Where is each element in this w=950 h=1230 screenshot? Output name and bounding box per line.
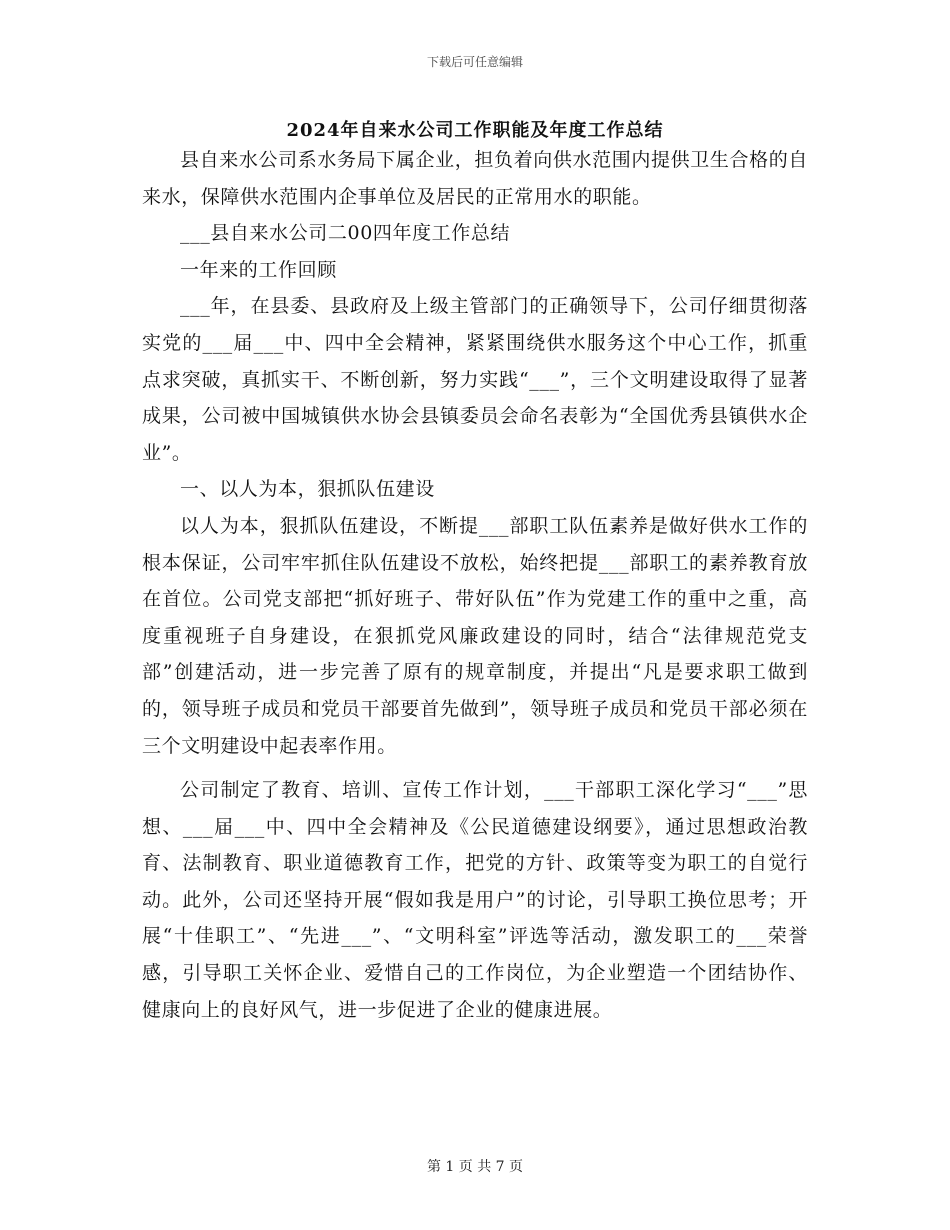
document-body: [142, 142, 808, 1028]
page-header: 下载后可任意编辑: [426, 55, 523, 69]
section-heading-team-building: 一、以人为本，狠抓队伍建设: [180, 478, 435, 501]
paragraph-year-summary: ___年，在县委、县政府及上级主管部门的正确领导下，公司仔细贯彻落实党的___届___中、四中全会精神，紧紧围绕供水服务这个中心工作，抓重点求突破，真抓实干、不断创新，努力实践“___”，三个文明建设取得了显著成果，公司被中国城镇供水协会县镇委员会命名表彰为“全国优秀县镇供水企业”。: [142, 295, 808, 464]
paragraph-report-title: ___县自来水公司二00四年度工作总结: [180, 222, 511, 245]
page-number: 第 1 页 共 7 页: [426, 1159, 524, 1175]
paragraph-education-training: 公司制定了教育、培训、宣传工作计划，___干部职工深化学习“___”思想、___届___中、四中全会精神及《公民道德建设纲要》，通过思想政治教育、法制教育、职业道德教育工作，把党的方针、政策等变为职工的自觉行动。此外，公司还坚持开展“假如我是用户”的讨论，引导职工换位思考；开展“十佳职工”、“先进___”、“文明科室”评选等活动，激发职工的___荣誉感，引导职工关怀企业、爱惜自己的工作岗位，为企业塑造一个团结协作、健康向上的良好风气，进一步促进了企业的健康进展。: [142, 779, 808, 1021]
paragraph-team-building: 以人为本，狠抓队伍建设，不断提___部职工队伍素养是做好供水工作的根本保证，公司牢牢抓住队伍建设不放松，始终把提___部职工的素养教育放在首位。公司党支部把“抓好班子、带好队伍”作为党建工作的重中之重，高度重视班子自身建设，在狠抓党风廉政建设的同时，结合“法律规范党支部”创建活动，进一步完善了原有的规章制度，并提出“凡是要求职工做到的，领导班子成员和党员干部要首先做到”，领导班子成员和党员干部必须在三个文明建设中起表率作用。: [142, 514, 808, 757]
paragraph-intro: 县自来水公司系水务局下属企业，担负着向供水范围内提供卫生合格的自来水，保障供水范围内企事单位及居民的正常用水的职能。: [142, 149, 808, 208]
document-title: 2024年自来水公司工作职能及年度工作总结: [286, 120, 664, 141]
paragraph-review-heading: 一年来的工作回顾: [180, 258, 337, 281]
